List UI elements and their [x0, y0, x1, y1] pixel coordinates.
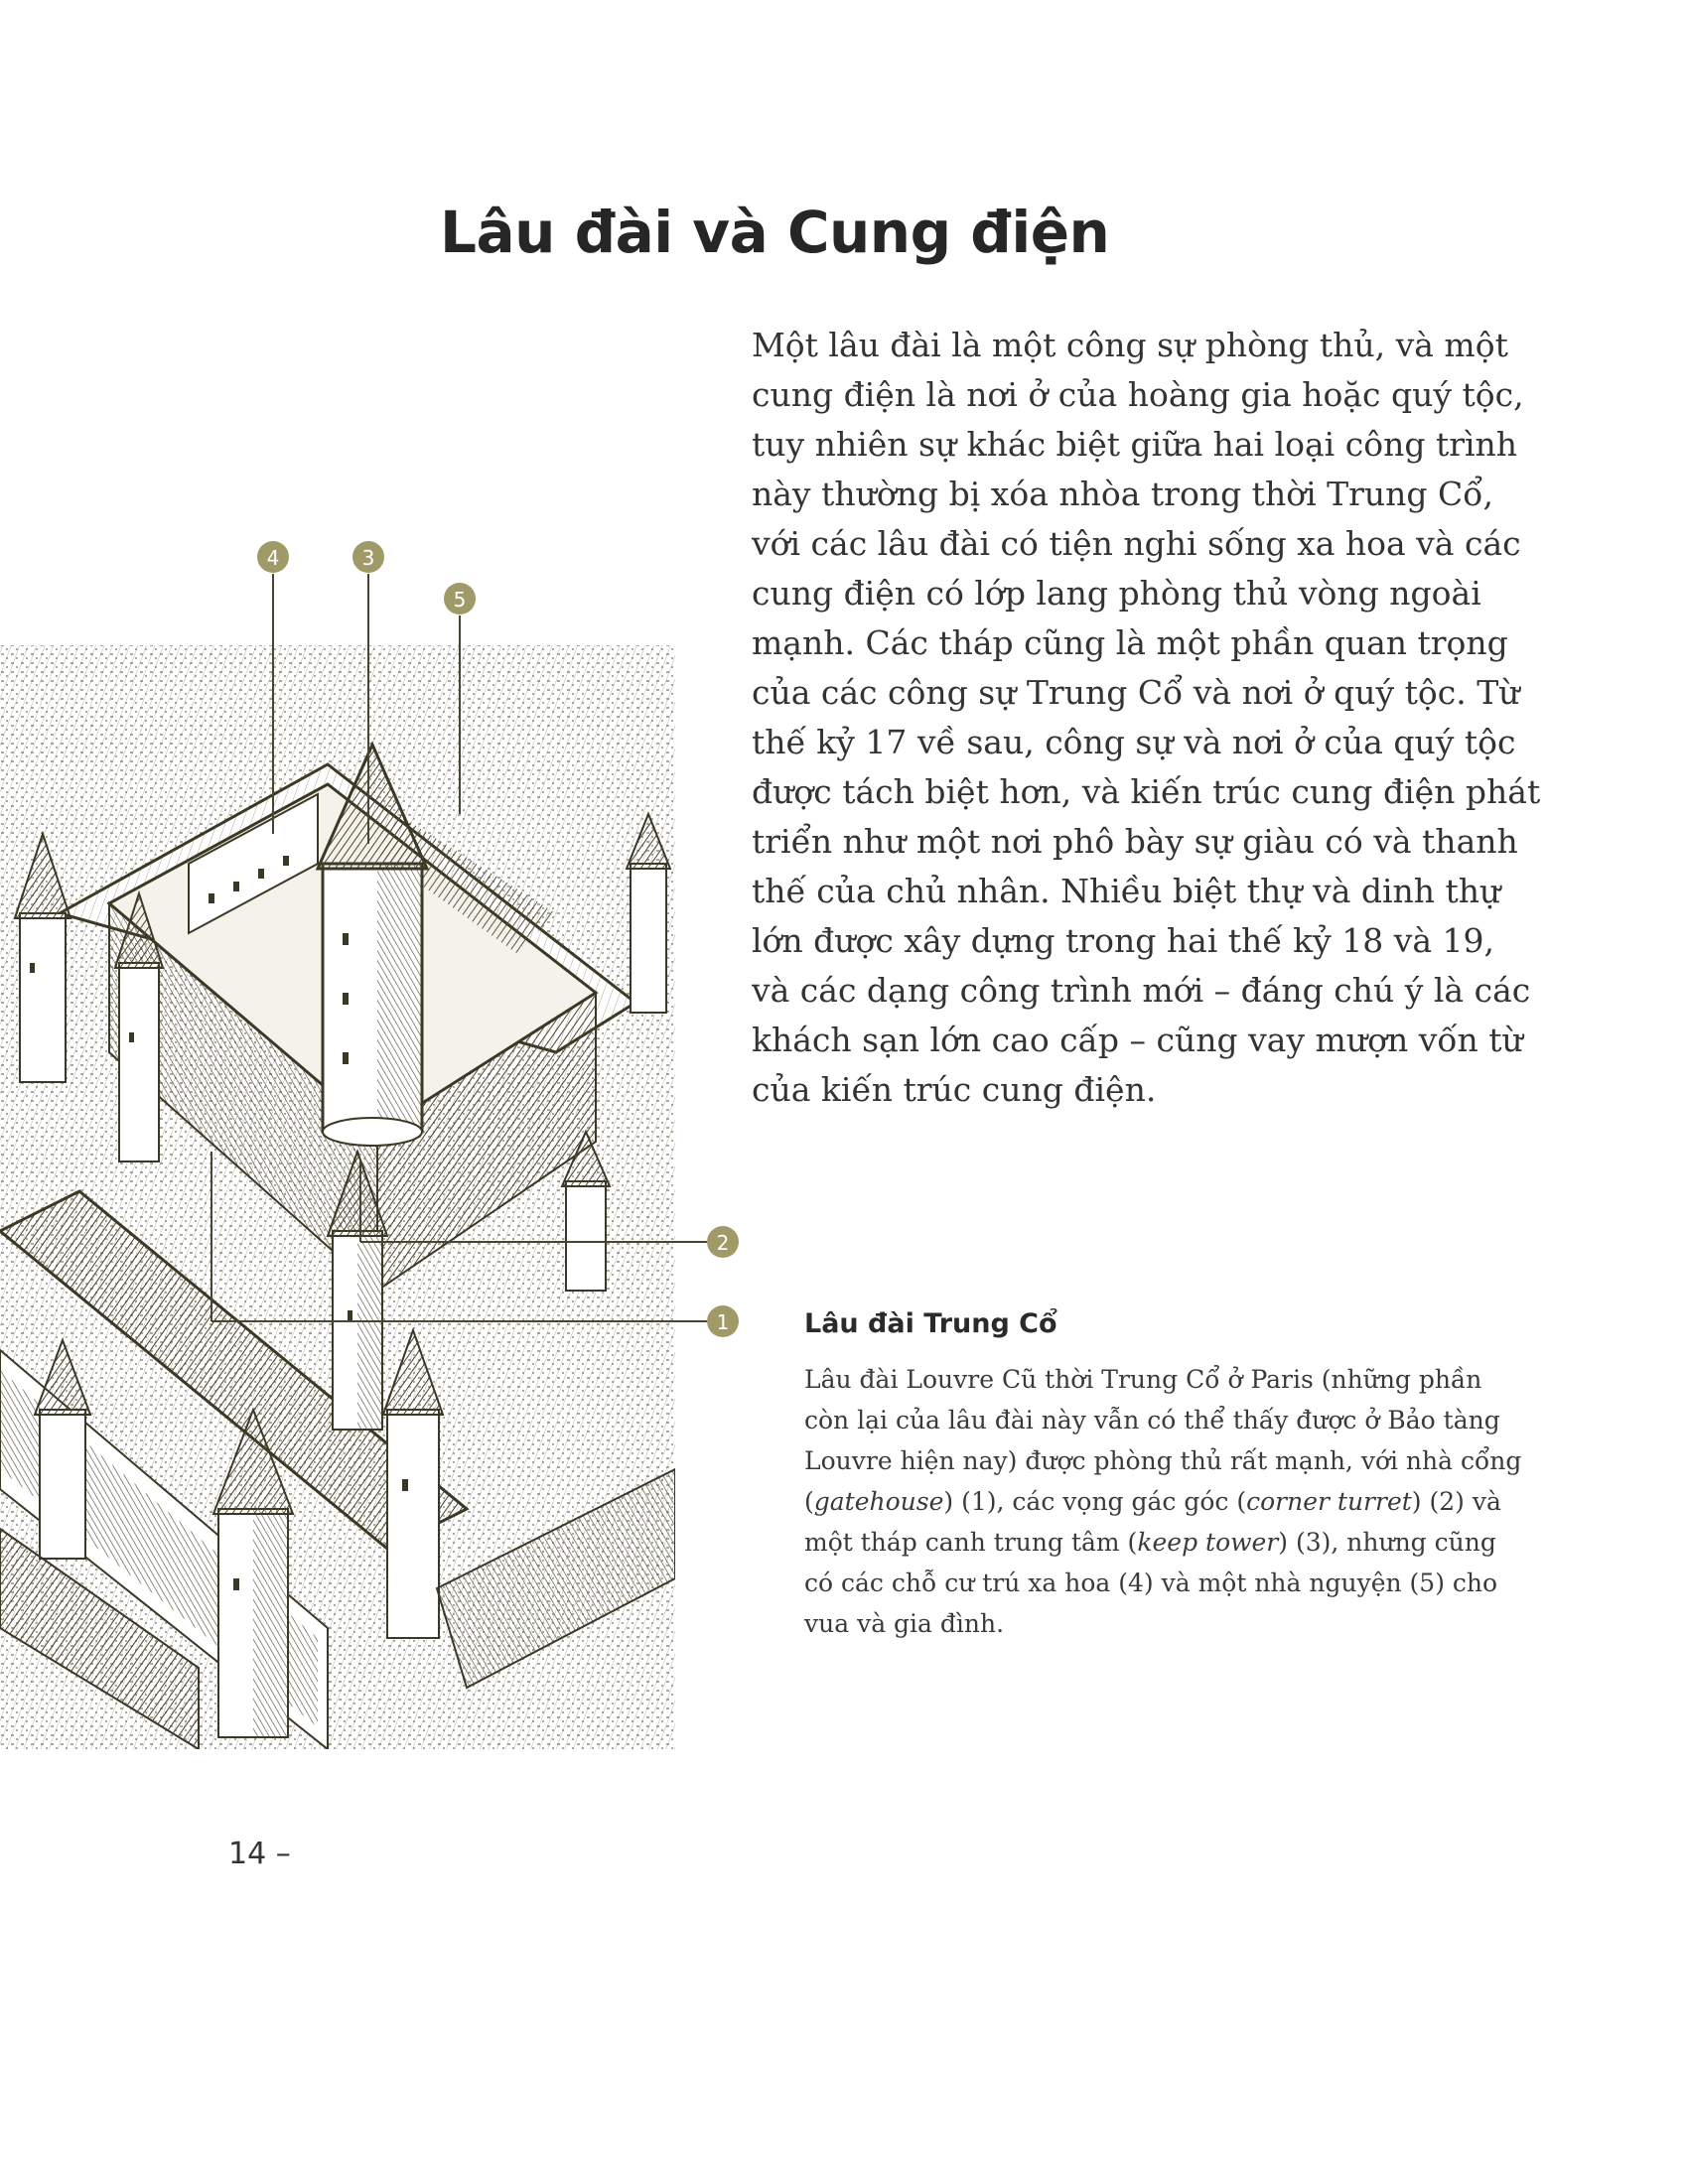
- marker-label: 3: [361, 546, 375, 570]
- page-title: Lâu đài và Cung điện: [440, 199, 1110, 266]
- intro-line: thế của chủ nhân. Nhiều biệt thự và dinh thự: [752, 872, 1501, 910]
- intro-line: triển như một nơi phô bày sự giàu có và thanh: [752, 822, 1518, 861]
- intro-line: thế kỷ 17 về sau, công sự và nơi ở của quý tộc: [752, 723, 1516, 761]
- marker-5: [444, 583, 476, 614]
- marker-2: [707, 1226, 739, 1258]
- intro-line: tuy nhiên sự khác biệt giữa hai loại công trình: [752, 425, 1518, 464]
- intro-line: của các công sự Trung Cổ và nơi ở quý tộc. Từ: [752, 673, 1520, 712]
- caption-fragment: (: [804, 1487, 814, 1516]
- marker-label: 2: [716, 1231, 730, 1255]
- caption-line: còn lại của lâu đài này vẫn có thể thấy được ở Bảo tàng: [804, 1406, 1500, 1434]
- caption-text: [804, 1359, 1522, 1644]
- term-gatehouse: gatehouse: [813, 1487, 944, 1516]
- intro-line: với các lâu đài có tiện nghi sống xa hoa và các: [752, 524, 1521, 563]
- page-number: 14 –: [228, 1837, 291, 1871]
- caption-line: vua và gia đình.: [804, 1609, 1005, 1638]
- marker-1: [707, 1305, 739, 1337]
- marker-label: 4: [266, 546, 280, 570]
- intro-line: cung điện có lớp lang phòng thủ vòng ngoài: [752, 574, 1481, 613]
- intro-line: và các dạng công trình mới – đáng chú ý là các: [752, 971, 1531, 1010]
- caption-fragment: ) (1), các vọng gác góc (: [943, 1487, 1247, 1516]
- caption-line: có các chỗ cư trú xa hoa (4) và một nhà nguyện (5) cho: [804, 1569, 1498, 1597]
- intro-line: của kiến trúc cung điện.: [752, 1070, 1157, 1109]
- marker-label: 1: [716, 1310, 730, 1334]
- intro-line: này thường bị xóa nhòa trong thời Trung Cổ,: [752, 475, 1493, 513]
- caption-fragment: một tháp canh trung tâm (: [804, 1528, 1138, 1557]
- caption-title: Lâu đài Trung Cổ: [804, 1308, 1057, 1339]
- caption-line: [804, 1522, 1499, 1563]
- marker-3: [352, 541, 384, 573]
- term-corner-turret: corner turret: [1246, 1487, 1412, 1516]
- intro-line: lớn được xây dựng trong hai thế kỷ 18 và 19,: [752, 921, 1494, 960]
- caption-line: Louvre hiện nay) được phòng thủ rất mạnh, với nhà cổng: [804, 1446, 1522, 1475]
- intro-line: cung điện là nơi ở của hoàng gia hoặc quý tộc,: [752, 375, 1524, 414]
- marker-4: [257, 541, 289, 573]
- intro-line: mạnh. Các tháp cũng là một phần quan trọng: [752, 623, 1508, 662]
- intro-line: được tách biệt hơn, và kiến trúc cung điện phát: [752, 772, 1541, 811]
- caption-fragment: ) (2) và: [1411, 1487, 1501, 1516]
- term-keep-tower: keep tower: [1137, 1528, 1279, 1557]
- caption-fragment: ) (3), nhưng cũng: [1278, 1528, 1496, 1557]
- caption-line: Lâu đài Louvre Cũ thời Trung Cổ ở Paris (những phần: [804, 1365, 1482, 1394]
- intro-line: Một lâu đài là một công sự phòng thủ, và một: [752, 326, 1508, 364]
- caption-line: [804, 1481, 1499, 1522]
- intro-line: khách sạn lớn cao cấp – cũng vay mượn vốn từ: [752, 1021, 1523, 1059]
- marker-label: 5: [453, 588, 467, 612]
